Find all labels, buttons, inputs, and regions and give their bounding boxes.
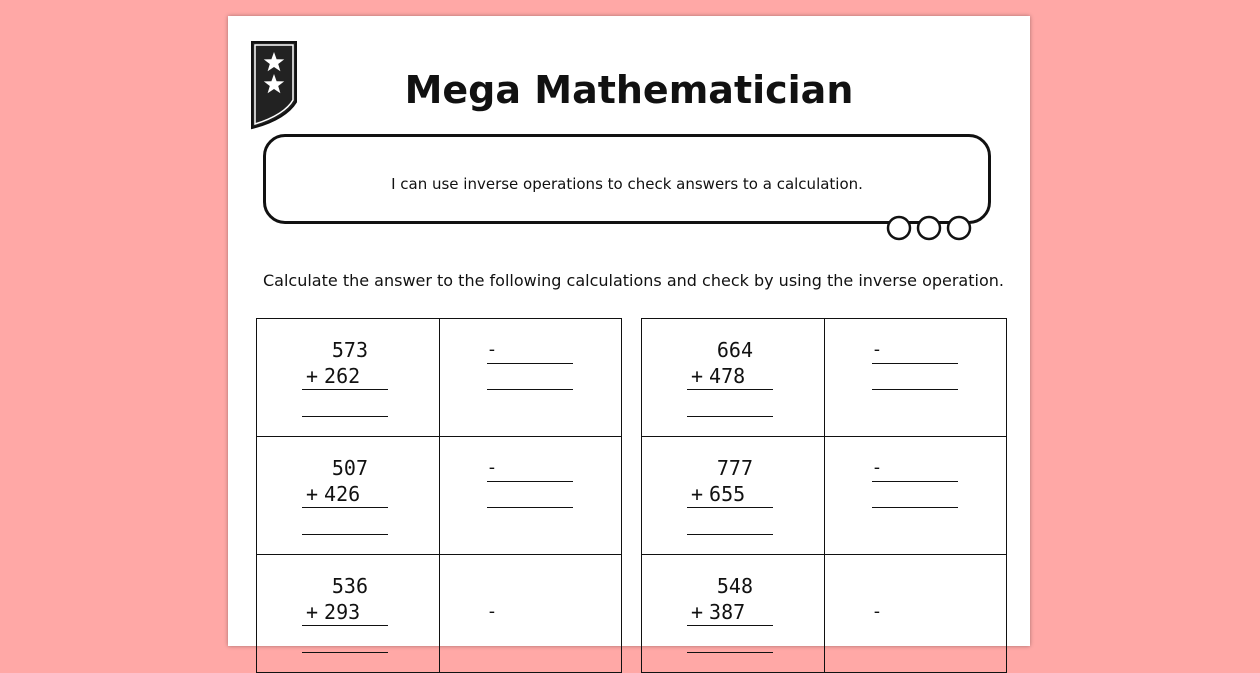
plus-sign: +	[691, 600, 704, 624]
inverse-entry-line[interactable]	[872, 363, 958, 364]
plus-sign: +	[691, 364, 704, 388]
second-number: 262	[324, 364, 361, 388]
first-number: 777	[716, 456, 753, 480]
plus-sign: +	[306, 600, 319, 624]
addition-cell	[642, 437, 825, 555]
answer-line[interactable]	[302, 390, 388, 417]
plus-sign: +	[306, 482, 319, 506]
plus-sign: +	[691, 482, 704, 506]
table-row	[642, 555, 1007, 673]
minus-sign: -	[871, 457, 883, 478]
minus-sign: -	[486, 601, 498, 622]
minus-sign: -	[486, 457, 498, 478]
first-number: 548	[716, 574, 753, 598]
plus-sign: +	[306, 364, 319, 388]
addition-cell	[257, 555, 440, 673]
inverse-entry-line[interactable]	[872, 481, 958, 482]
minus-sign: -	[871, 339, 883, 360]
table-row	[642, 319, 1007, 437]
page-title: Mega Mathematician	[404, 68, 854, 112]
inverse-cell	[824, 319, 1007, 437]
inverse-cell	[824, 555, 1007, 673]
table-row	[257, 319, 622, 437]
inverse-answer-line[interactable]	[872, 363, 958, 390]
instruction-text: Calculate the answer to the following calculations and check by using the inverse operation.	[263, 271, 1004, 290]
learning-objective-text: I can use inverse operations to check answers to a calculation.	[391, 175, 863, 193]
inverse-entry-line[interactable]	[487, 363, 573, 364]
first-number: 536	[331, 574, 368, 598]
addition-cell	[642, 319, 825, 437]
answer-line[interactable]	[302, 508, 388, 535]
addition-cell	[642, 555, 825, 673]
answer-line[interactable]	[302, 626, 388, 653]
first-number: 507	[331, 456, 368, 480]
right-problem-grid	[641, 318, 1007, 673]
learning-objective-box	[263, 134, 991, 224]
answer-line[interactable]	[687, 626, 773, 653]
worksheet-page	[228, 16, 1030, 646]
first-number: 573	[331, 338, 368, 362]
minus-sign: -	[871, 601, 883, 622]
table-row	[257, 437, 622, 555]
inverse-cell	[824, 437, 1007, 555]
addition-cell	[257, 319, 440, 437]
answer-line[interactable]	[687, 508, 773, 535]
self-assessment-circles[interactable]	[883, 214, 975, 242]
inverse-entry-line[interactable]	[487, 481, 573, 482]
table-row	[642, 437, 1007, 555]
second-number: 387	[709, 600, 746, 624]
minus-sign: -	[486, 339, 498, 360]
second-number: 426	[324, 482, 361, 506]
first-number: 664	[716, 338, 753, 362]
table-row	[257, 555, 622, 673]
left-problem-grid	[256, 318, 622, 673]
second-number: 478	[709, 364, 746, 388]
inverse-cell	[439, 555, 622, 673]
answer-line[interactable]	[687, 390, 773, 417]
inverse-answer-line[interactable]	[487, 481, 573, 508]
second-number: 655	[709, 482, 746, 506]
inverse-answer-line[interactable]	[872, 481, 958, 508]
inverse-answer-line[interactable]	[487, 363, 573, 390]
second-number: 293	[324, 600, 361, 624]
inverse-cell	[439, 437, 622, 555]
inverse-cell	[439, 319, 622, 437]
addition-cell	[257, 437, 440, 555]
